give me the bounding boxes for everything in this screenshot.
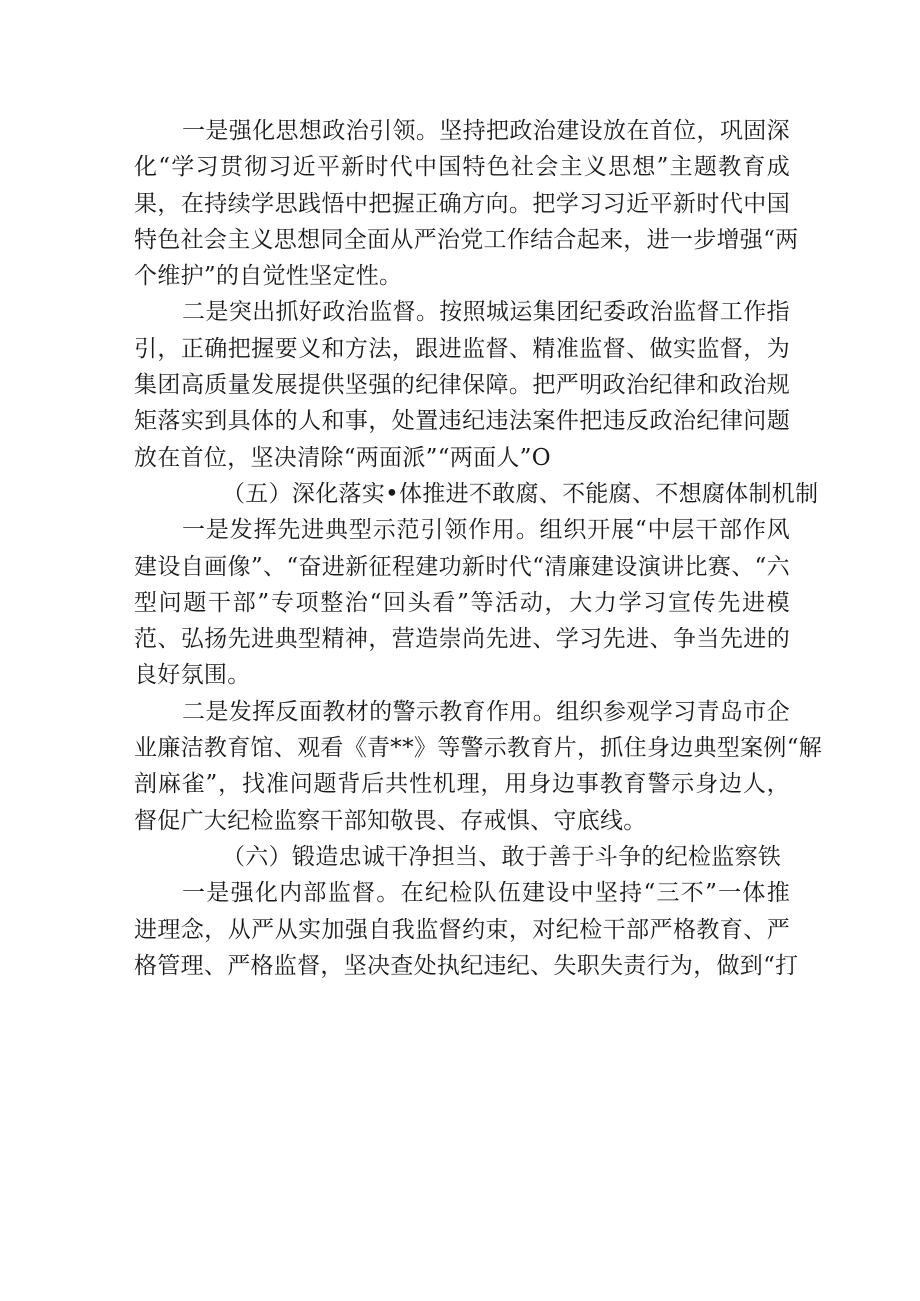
section-heading: （六）锻造忠诚干净担当、敢于善于斗争的纪检监察铁 — [222, 843, 782, 870]
paragraph-line: 引，正确把握要义和方法，跟进监督、精准监督、做实监督，为 — [134, 335, 790, 362]
paragraph-line: 建设自画像”、“奋进新征程建功新时代“清廉建设演讲比赛、“六 — [134, 553, 790, 580]
paragraph-line: 剖麻雀”，找准问题背后共性机理，用身边事教育警示身边人， — [134, 771, 790, 798]
paragraph-line: 特色社会主义思想同全面从严治党工作结合起来，进一步增强“两 — [134, 226, 799, 253]
paragraph-line: 放在首位，坚决清除“两面派”“两面人”O — [134, 444, 551, 471]
paragraph-line: 集团高质量发展提供坚强的纪律保障。把严明政治纪律和政治规 — [134, 372, 790, 399]
paragraph-line: 二是突出抓好政治监督。按照城运集团纪委政治监督工作指 — [182, 299, 790, 326]
section-heading: （五）深化落实•体推进不敢腐、不能腐、不想腐体制机制 — [222, 480, 819, 507]
paragraph-line: 业廉洁教育馆、观看《青**》等警示教育片，抓住身边典型案例“解 — [134, 735, 823, 762]
document-body — [134, 113, 823, 984]
paragraph-line: 格管理、严格监督，坚决查处执纪违纪、失职失责行为，做到“打 — [134, 952, 799, 979]
paragraph-line: 化“学习贯彻习近平新时代中国特色社会主义思想”主题教育成 — [134, 154, 790, 181]
paragraph-line: 良好氛围。 — [134, 662, 251, 689]
paragraph-line: 一是强化内部监督。在纪检队伍建设中坚持“三不”一体推 — [182, 880, 790, 907]
paragraph-line: 一是发挥先进典型示范引领作用。组织开展“中层干部作风 — [182, 517, 790, 544]
paragraph-line: 型问题干部”专项整治“回头看”等活动，大力学习宣传先进模 — [134, 589, 790, 616]
paragraph-line: 果，在持续学思践悟中把握正确方向。把学习习近平新时代中国 — [134, 190, 790, 217]
paragraph-line: 一是强化思想政治引领。坚持把政治建设放在首位，巩固深 — [182, 118, 790, 144]
paragraph-line: 二是发挥反面教材的警示教育作用。组织参观学习青岛市企 — [182, 698, 790, 725]
paragraph-line: 个维护”的自觉性坚定性。 — [134, 263, 403, 290]
paragraph-line: 督促广大纪检监察干部知敬畏、存戒惧、守底线。 — [134, 807, 647, 834]
paragraph-line: 进理念，从严从实加强自我监督约束，对纪检干部严格教育、严 — [134, 916, 790, 943]
paragraph-line: 范、弘扬先进典型精神，营造崇尚先进、学习先进、争当先进的 — [134, 626, 790, 653]
paragraph-line: 矩落实到具体的人和事，处置违纪违法案件把违反政治纪律问题 — [134, 408, 790, 435]
